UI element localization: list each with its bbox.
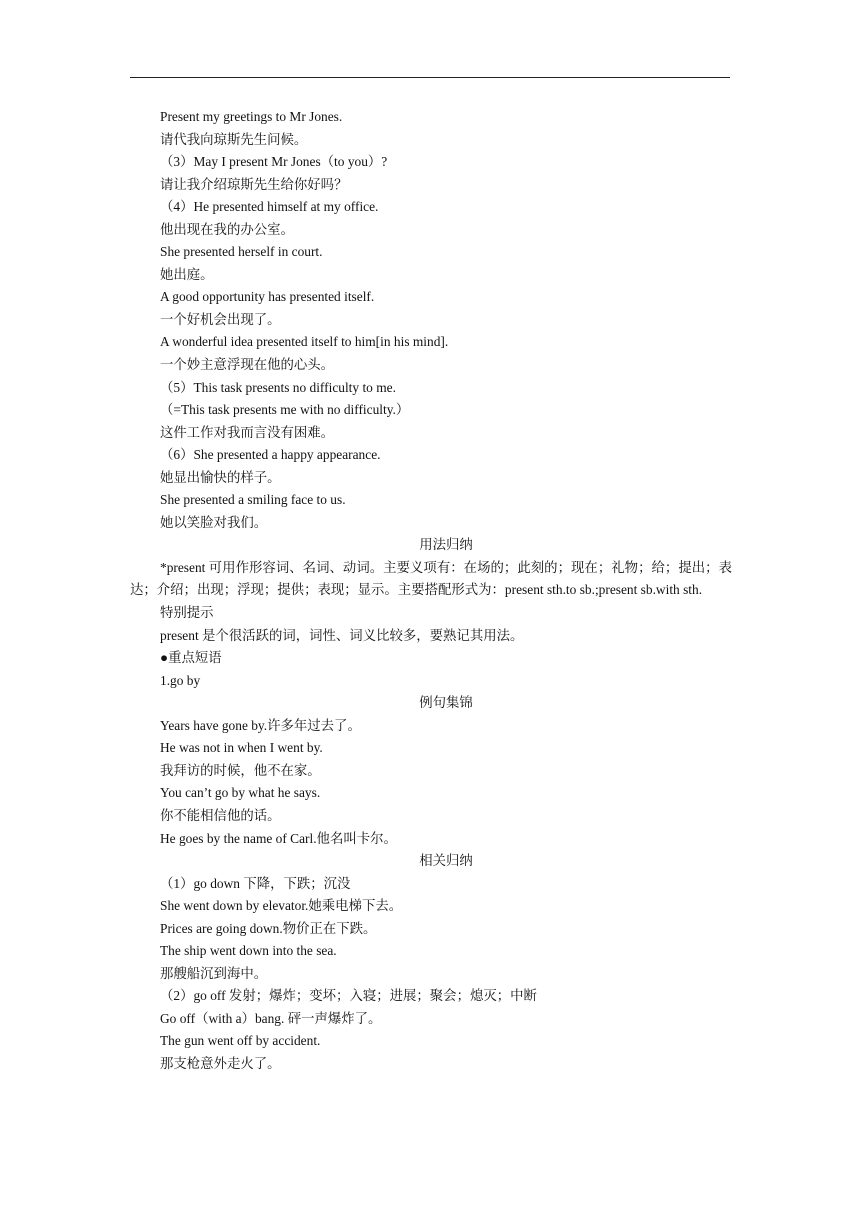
text-line: 请让我介绍琼斯先生给你好吗？: [160, 176, 348, 192]
text-line: （=This task presents me with no difficulty.）: [160, 402, 410, 418]
example-line: You can’t go by what he says.: [160, 785, 321, 801]
text-line: （5）This task presents no difficulty to me.: [160, 379, 396, 395]
related-line: 那艘船沉到海中。: [160, 965, 268, 981]
special-tip-title: 特别提示: [160, 605, 214, 621]
text-line: 请代我向琼斯先生问候。: [160, 131, 308, 147]
text-line: 这件工作对我而言没有困难。: [160, 424, 335, 440]
related-line: The ship went down into the sea.: [160, 943, 337, 959]
section-heading-usage: 用法归纳: [419, 537, 473, 553]
section-heading-related: 相关归纳: [419, 853, 473, 869]
related-line: The gun went off by accident.: [160, 1033, 321, 1049]
related-line: Go off（with a）bang. 砰一声爆炸了。: [160, 1010, 382, 1026]
related-line: （1）go down 下降，下跌；沉没: [160, 875, 351, 891]
usage-paragraph-text: *present 可用作形容词、名词、动词。主要义项有：在场的；此刻的；现在；礼物；给；提出；表达；介绍；出现；浮现；提供；表现；显示。主要搭配形式为：present sth.to sb.;present sb.with sth.: [130, 559, 732, 598]
text-line: Present my greetings to Mr Jones.: [160, 109, 343, 124]
key-phrases-title: ●重点短语: [160, 650, 222, 666]
text-line: 她显出愉快的样子。: [160, 469, 281, 485]
phrase-heading: 1.go by: [160, 672, 201, 688]
example-line: He was not in when I went by.: [160, 740, 323, 756]
text-line: She presented a smiling face to us.: [160, 492, 346, 508]
text-line: 一个好机会出现了。: [160, 311, 281, 327]
section-heading-examples: 例句集锦: [419, 695, 473, 711]
text-line: She presented herself in court.: [160, 244, 323, 260]
example-line: Years have gone by.许多年过去了。: [160, 717, 361, 733]
related-line: （2）go off 发射；爆炸；变坏；入寝；进展；聚会；熄灭；中断: [160, 988, 537, 1004]
usage-paragraph: [130, 557, 732, 602]
text-line: 一个妙主意浮现在他的心头。: [160, 357, 335, 373]
text-line: 她以笑脸对我们。: [160, 514, 268, 530]
related-line: She went down by elevator.她乘电梯下去。: [160, 898, 403, 914]
header-rule: [130, 77, 730, 78]
text-line: （6）She presented a happy appearance.: [160, 447, 381, 463]
text-line: A good opportunity has presented itself.: [160, 289, 375, 305]
example-line: 我拜访的时候，他不在家。: [160, 762, 321, 778]
text-line: （3）May I present Mr Jones（to you）?: [160, 154, 388, 170]
text-line: （4）He presented himself at my office.: [160, 199, 379, 215]
example-line: He goes by the name of Carl.他名叫卡尔。: [160, 830, 397, 846]
text-line: 他出现在我的办公室。: [160, 221, 294, 237]
example-line: 你不能相信他的话。: [160, 807, 281, 823]
related-line: 那支枪意外走火了。: [160, 1055, 281, 1071]
related-line: Prices are going down.物价正在下跌。: [160, 920, 377, 936]
document-body: [130, 106, 732, 1076]
text-line: 她出庭。: [160, 266, 214, 282]
text-line: A wonderful idea presented itself to him[in his mind].: [160, 334, 449, 350]
special-tip-text: present 是个很活跃的词，词性、词义比较多，要熟记其用法。: [160, 627, 524, 643]
